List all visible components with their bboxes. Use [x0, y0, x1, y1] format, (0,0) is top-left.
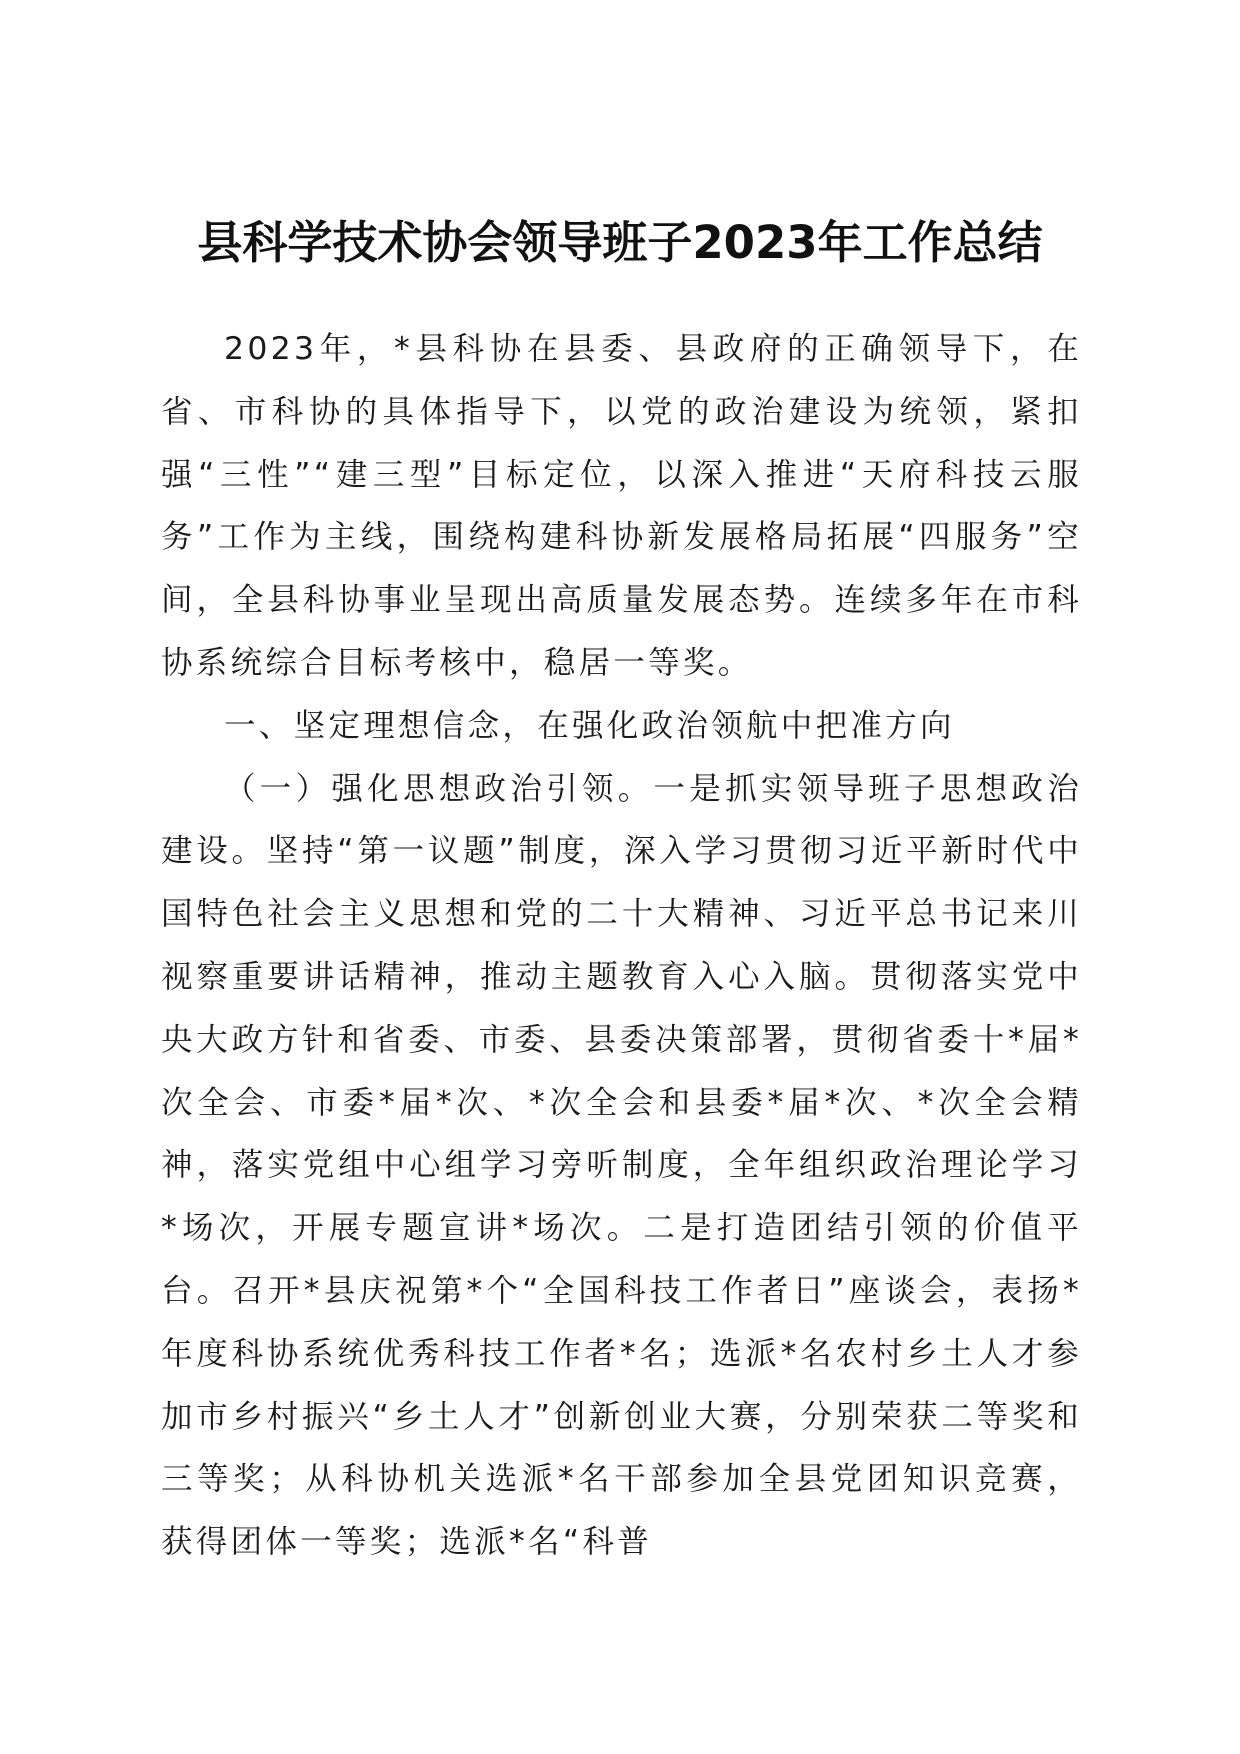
intro-paragraph: 2023年，*县科协在县委、县政府的正确领导下，在省、市科协的具体指导下，以党的政治建设为统领，紧扣强“三性”“建三型”目标定位，以深入推进“天府科技云服务”工作为主线，围绕构建科协新发展格局拓展“四服务”空间，全县科协事业呈现出高质量发展态势。连续多年在市科协系统综合目标考核中，稳居一等奖。 [161, 331, 1082, 681]
section-heading-1: 一、坚定理想信念，在强化政治领航中把准方向 [224, 707, 955, 744]
document-body [161, 318, 1082, 1574]
document-title: 县科学技术协会领导班子2023年工作总结 [197, 216, 1043, 269]
subsection-paragraph-1: （一）强化思想政治引领。一是抓实领导班子思想政治建设。坚持“第一议题”制度，深入学习贯彻习近平新时代中国特色社会主义思想和党的二十大精神、习近平总书记来川视察重要讲话精神，推动主题教育入心入脑。贯彻落实党中央大政方针和省委、市委、县委决策部署，贯彻省委十*届*次全会、市委*届*次、*次全会和县委*届*次、*次全会精神，落实党组中心组学习旁听制度，全年组织政治理论学习*场次，开展专题宣讲*场次。二是打造团结引领的价值平台。召开*县庆祝第*个“全国科技工作者日”座谈会，表扬*年度科协系统优秀科技工作者*名；选派*名农村乡土人才参加市乡村振兴“乡土人才”创新创业大赛，分别荣获二等奖和三等奖；从科协机关选派*名干部参加全县党团知识竞赛，获得团体一等奖；选派*名“科普 [161, 770, 1082, 1561]
